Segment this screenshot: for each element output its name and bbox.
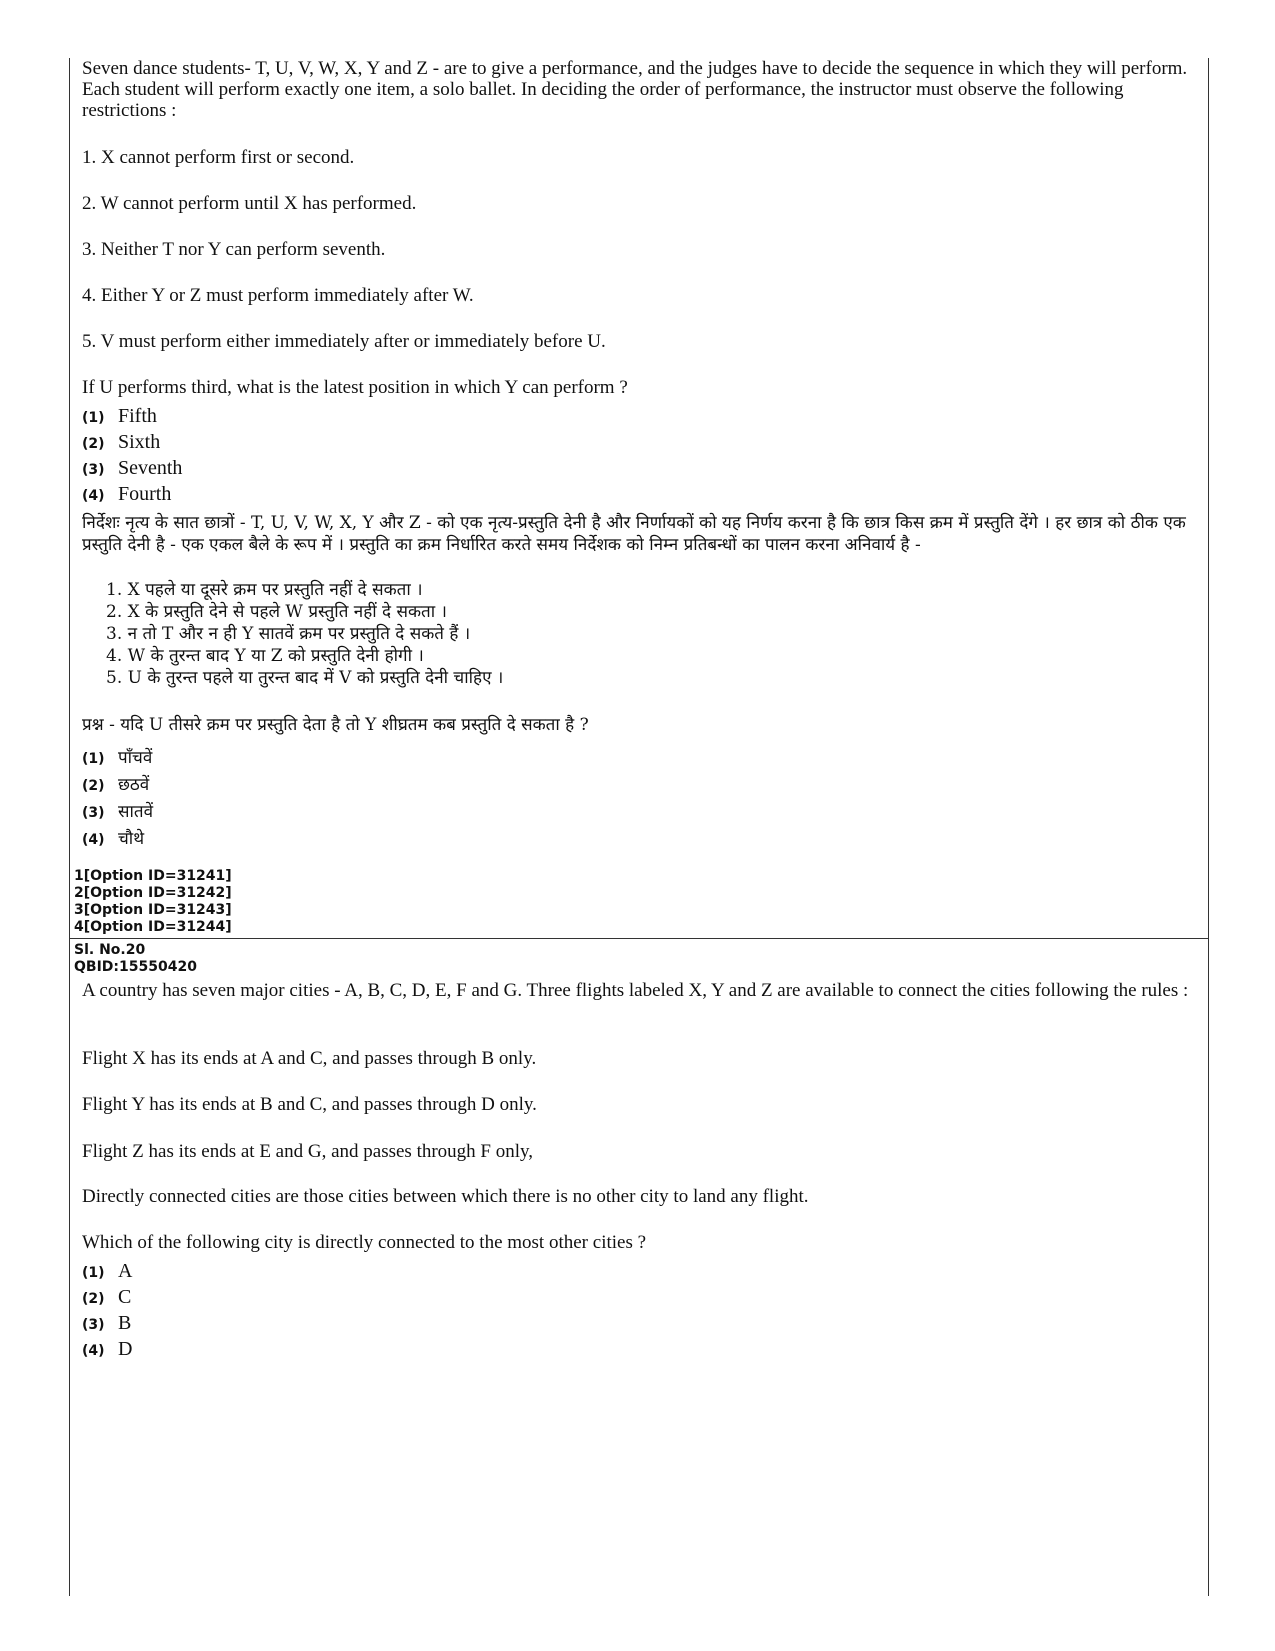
option-number: (2) bbox=[82, 436, 105, 452]
option-text: सातवें bbox=[118, 802, 154, 822]
q20-option-4[interactable] bbox=[82, 1338, 132, 1361]
q19-intro: Seven dance students- T, U, V, W, X, Y and Z - are to give a performance, and the judges have to decide the sequence in which they will perform. Each student will perform exactly one item, a solo ballet. In deciding the order of performance, the instructor must observe the following restrictions : bbox=[82, 58, 1188, 121]
q19-rule-4: 4. Either Y or Z must perform immediately after W. bbox=[82, 285, 474, 306]
option-number: (3) bbox=[82, 805, 105, 821]
option-number: (2) bbox=[82, 1291, 105, 1307]
q19-hindi-option-4[interactable] bbox=[82, 826, 144, 849]
q19-option-1[interactable] bbox=[82, 405, 157, 428]
q19-hindi-intro: निर्देशः नृत्य के सात छात्रों - T, U, V, W, X, Y और Z - को एक नृत्य-प्रस्तुति देनी है और निर्णायकों को यह निर्णय करना है कि छात्र किस क्रम में प्रस्तुति देंगे । हर छात्र को ठीक एक प्रस्तुति देनी है - एक एकल बैले के रूप में । प्रस्तुति का क्रम निर्धारित करते समय निर्देशक को निम्न प्रतिबन्धों का पालन करना अनिवार्य है - bbox=[82, 513, 1186, 555]
q20-line-4: Directly connected cities are those cities between which there is no other city to land any flight. bbox=[82, 1186, 809, 1207]
q20-option-2[interactable] bbox=[82, 1286, 131, 1309]
q20-option-3[interactable] bbox=[82, 1312, 131, 1335]
q19-hindi-option-3[interactable] bbox=[82, 799, 153, 822]
q19-hindi-rule-3: 3. न तो T और न ही Y सातवें क्रम पर प्रस्तुति दे सकते हैं । bbox=[106, 624, 471, 644]
option-id-2: 2[Option ID=31242] bbox=[74, 885, 232, 901]
q19-rule-3: 3. Neither T nor Y can perform seventh. bbox=[82, 239, 386, 260]
option-text: B bbox=[118, 1312, 132, 1334]
option-text: Sixth bbox=[118, 431, 161, 453]
option-number: (4) bbox=[82, 832, 105, 848]
option-number: (1) bbox=[82, 751, 105, 767]
option-number: (2) bbox=[82, 778, 105, 794]
option-number: (4) bbox=[82, 488, 105, 504]
q19-option-3[interactable] bbox=[82, 457, 182, 480]
option-id-4: 4[Option ID=31244] bbox=[74, 919, 232, 935]
q19-rule-1: 1. X cannot perform first or second. bbox=[82, 147, 355, 168]
option-text: C bbox=[118, 1286, 132, 1308]
q19-option-ids bbox=[74, 868, 232, 936]
q20-line-3: Flight Z has its ends at E and G, and passes through F only, bbox=[82, 1141, 534, 1162]
option-text: चौथे bbox=[118, 829, 145, 849]
qbid: QBID:15550420 bbox=[74, 959, 197, 975]
q19-option-4[interactable] bbox=[82, 483, 171, 506]
q20-option-1[interactable] bbox=[82, 1260, 132, 1283]
q20-question: Which of the following city is directly connected to the most other cities ? bbox=[82, 1232, 647, 1253]
question-divider bbox=[70, 938, 1208, 939]
option-text: Fifth bbox=[118, 405, 157, 427]
q19-option-2[interactable] bbox=[82, 431, 160, 454]
q19-hindi-rule-1: 1. X पहले या दूसरे क्रम पर प्रस्तुति नहीं दे सकता । bbox=[106, 580, 423, 600]
q19-hindi-rule-5: 5. U के तुरन्त पहले या तुरन्त बाद में V को प्रस्तुति देनी चाहिए । bbox=[106, 668, 504, 688]
option-text: छठवें bbox=[118, 775, 150, 795]
q20-header bbox=[74, 942, 197, 976]
option-text: पाँचवें bbox=[118, 748, 153, 768]
option-number: (1) bbox=[82, 410, 105, 426]
option-id-1: 1[Option ID=31241] bbox=[74, 868, 232, 884]
option-text: Seventh bbox=[118, 457, 183, 479]
serial-number: Sl. No.20 bbox=[74, 942, 146, 958]
option-text: Fourth bbox=[118, 483, 172, 505]
q19-rule-2: 2. W cannot perform until X has performed. bbox=[82, 193, 417, 214]
q19-question: If U performs third, what is the latest position in which Y can perform ? bbox=[82, 377, 628, 398]
option-number: (1) bbox=[82, 1265, 105, 1281]
q19-hindi-option-2[interactable] bbox=[82, 772, 149, 795]
option-text: D bbox=[118, 1338, 133, 1360]
q20-intro: A country has seven major cities - A, B, C, D, E, F and G. Three flights labeled X, Y and Z are available to connect the cities following the rules : bbox=[82, 980, 1189, 1001]
option-number: (3) bbox=[82, 1317, 105, 1333]
q20-line-1: Flight X has its ends at A and C, and passes through B only. bbox=[82, 1048, 537, 1069]
q19-hindi-rule-4: 4. W के तुरन्त बाद Y या Z को प्रस्तुति देनी होगी । bbox=[106, 646, 424, 666]
q19-hindi-question: प्रश्न - यदि U तीसरे क्रम पर प्रस्तुति देता है तो Y शीघ्रतम कब प्रस्तुति दे सकता है ? bbox=[82, 715, 589, 735]
option-id-3: 3[Option ID=31243] bbox=[74, 902, 232, 918]
q19-hindi-option-1[interactable] bbox=[82, 745, 152, 768]
q20-line-2: Flight Y has its ends at B and C, and passes through D only. bbox=[82, 1094, 537, 1115]
option-number: (3) bbox=[82, 462, 105, 478]
option-text: A bbox=[118, 1260, 133, 1282]
q19-hindi-rule-2: 2. X के प्रस्तुति देने से पहले W प्रस्तुति नहीं दे सकता । bbox=[106, 602, 447, 622]
question-page bbox=[69, 58, 1209, 1596]
option-number: (4) bbox=[82, 1343, 105, 1359]
q19-rule-5: 5. V must perform either immediately after or immediately before U. bbox=[82, 331, 606, 352]
